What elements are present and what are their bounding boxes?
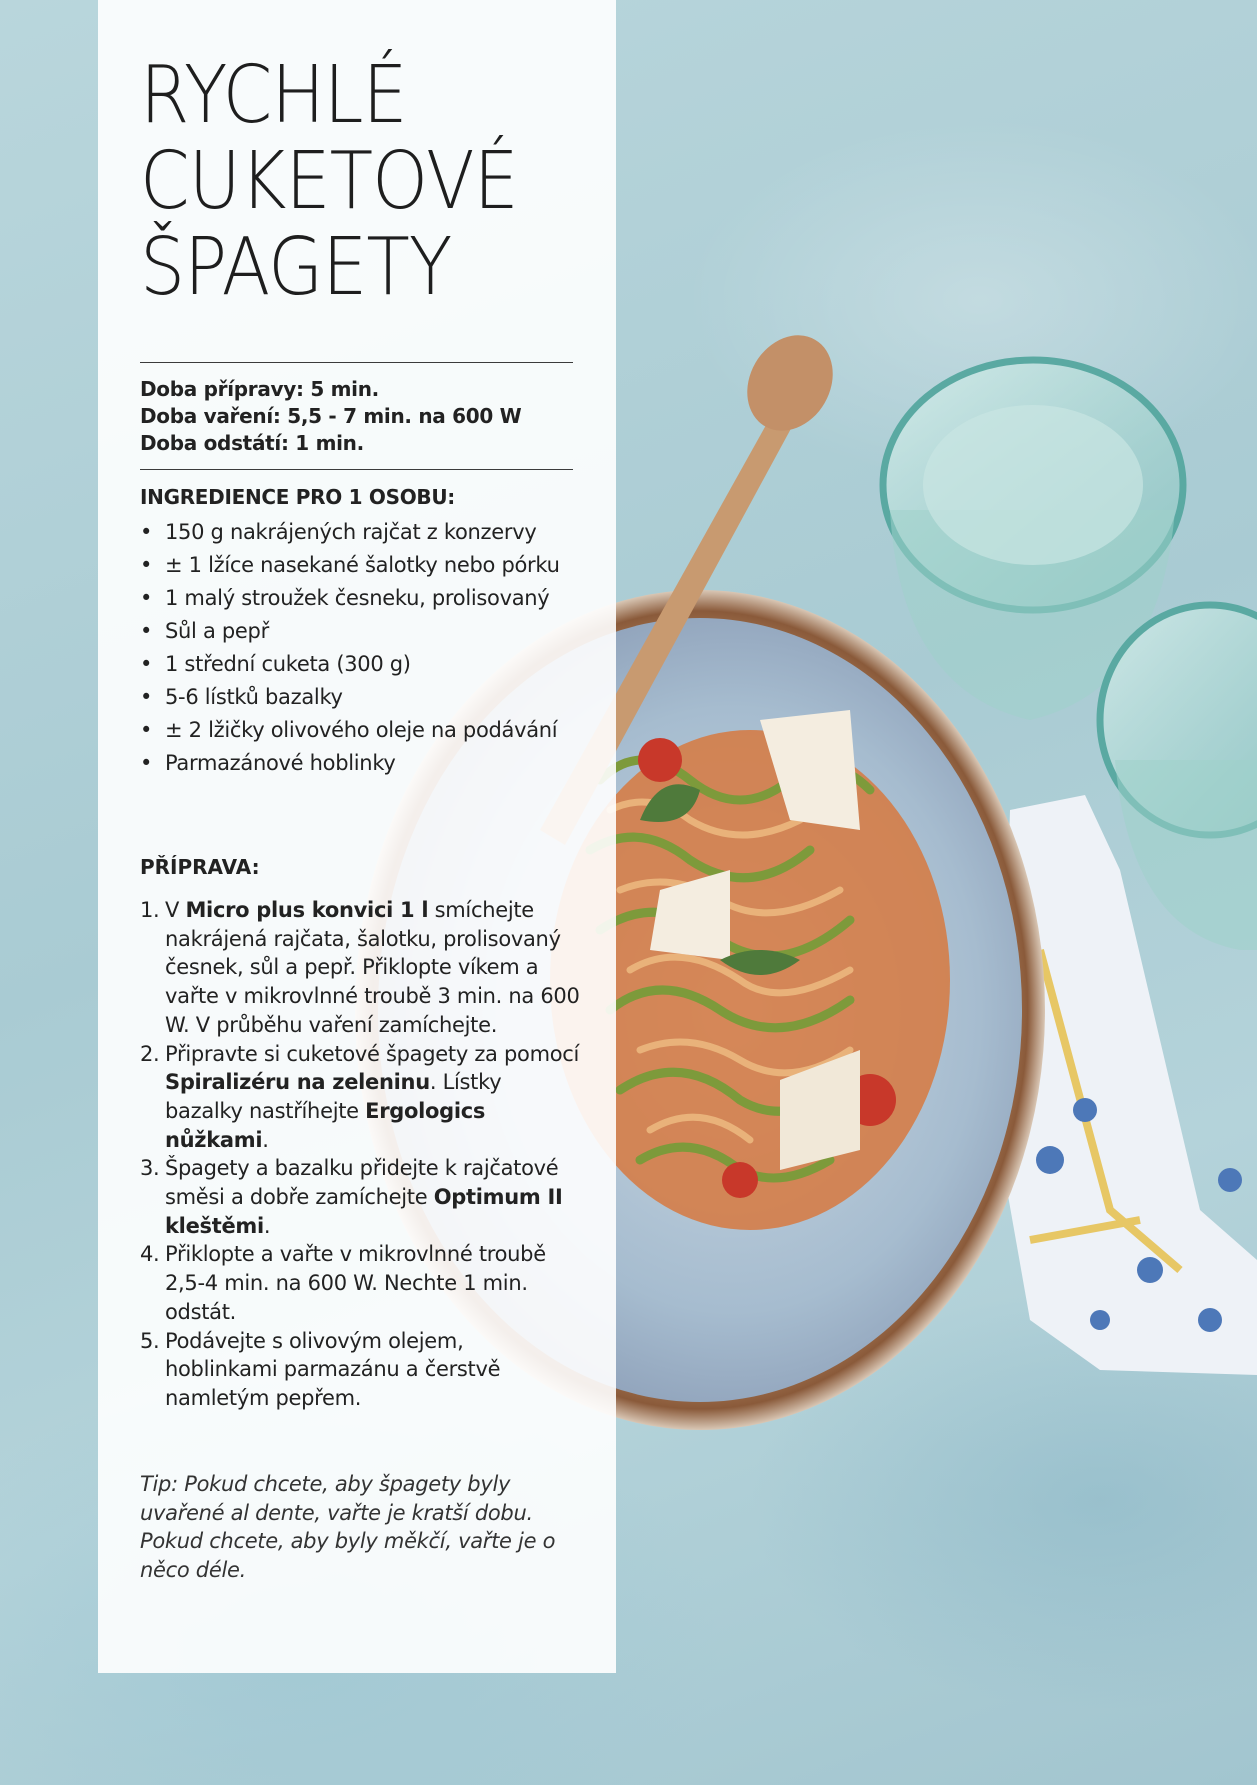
ingredient-item: • 150 g nakrájených rajčat z konzervy — [140, 516, 560, 549]
cooking-times — [140, 376, 521, 457]
ingredient-item: • Sůl a pepř — [140, 615, 560, 648]
ingredient-item: • 1 střední cuketa (300 g) — [140, 648, 560, 681]
step-number: 2. — [140, 1041, 160, 1066]
ingredient-item: • ± 2 lžičky olivového oleje na podávání — [140, 714, 560, 747]
step-number: 5. — [140, 1328, 160, 1353]
ingredient-item: • 1 malý stroužek česneku, prolisovaný — [140, 582, 560, 615]
step-item — [140, 896, 580, 1040]
ingredient-item: • Parmazánové hoblinky — [140, 747, 560, 780]
title-line: ŠPAGETY — [140, 221, 452, 313]
step-text: Podávejte s olivovým olejem, hoblinkami parmazánu a čerstvě namletým pepřem. — [165, 1328, 501, 1410]
preparation-steps — [140, 896, 580, 1413]
ingredients-list — [140, 516, 560, 780]
ingredient-item: • ± 1 lžíce nasekané šalotky nebo pórku — [140, 549, 560, 582]
step-number: 1. — [140, 898, 160, 922]
step-item — [140, 1327, 580, 1413]
title-line: CUKETOVÉ — [140, 135, 518, 227]
step-number: 4. — [140, 1242, 160, 1267]
step-text: V Micro plus konvici 1 l smíchejte nakrájená rajčata, šalotku, prolisovaný česnek, sůl a pepř. Přiklopte víkem a vařte v mikrovlnné troubě 3 min. na 600 W. V průběhu vaření zamíchejte. — [165, 898, 580, 1037]
product-name: Micro plus konvici 1 l — [185, 898, 429, 922]
preparation-heading: PŘÍPRAVA: — [140, 855, 260, 879]
prep-time: Doba přípravy: 5 min. — [140, 377, 379, 401]
divider — [140, 362, 573, 363]
recipe-title — [140, 49, 560, 313]
rest-time: Doba odstátí: 1 min. — [140, 431, 364, 455]
ingredient-item: • 5-6 lístků bazalky — [140, 681, 560, 714]
step-number: 3. — [140, 1156, 160, 1181]
step-item — [140, 1040, 580, 1155]
step-text: Přiklopte a vařte v mikrovlnné troubě 2,5-4 min. na 600 W. Nechte 1 min. odstát. — [165, 1242, 546, 1324]
step-text: Špagety a bazalku přidejte k rajčatové směsi a dobře zamíchejte Optimum II kleštěmi. — [165, 1156, 563, 1238]
cook-time: Doba vaření: 5,5 - 7 min. na 600 W — [140, 404, 522, 428]
divider — [140, 469, 573, 470]
step-item — [140, 1154, 580, 1240]
title-line: RYCHLÉ — [140, 49, 407, 141]
step-item — [140, 1240, 580, 1326]
product-name: Spiralizéru na zeleninu — [165, 1070, 430, 1095]
ingredients-heading: INGREDIENCE PRO 1 OSOBU: — [140, 485, 455, 509]
tip-text: Tip: Pokud chcete, aby špagety byly uvařené al dente, vařte je kratší dobu. Pokud chcete, aby byly měkčí, vařte je o něco déle. — [140, 1472, 556, 1583]
product-name: Ergologics nůžkami — [165, 1098, 486, 1152]
product-name: Optimum II kleštěmi — [165, 1185, 563, 1238]
step-text: Připravte si cuketové špagety za pomocí Spiralizéru na zeleninu. Lístky bazalky nastříhejte Ergologics nůžkami. — [165, 1041, 580, 1152]
